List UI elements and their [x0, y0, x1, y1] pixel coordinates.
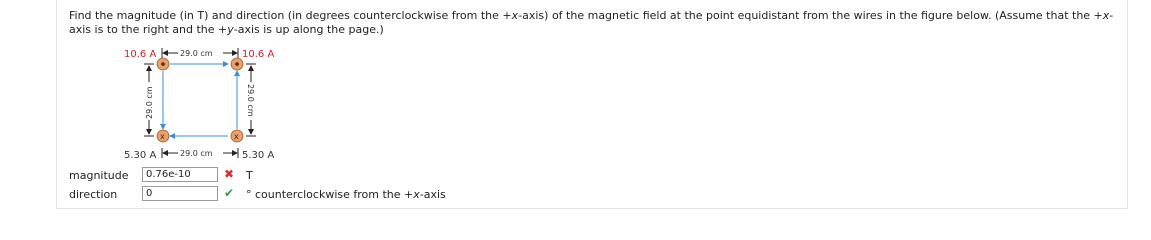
right-distance-label: 29.0 cm [246, 84, 255, 117]
direction-input[interactable] [142, 186, 218, 201]
bottom-left-wire-symbol: x [160, 132, 165, 141]
magnitude-label: magnitude [69, 169, 129, 182]
direction-label: direction [69, 188, 118, 201]
bottom-right-wire-in-icon [231, 130, 243, 142]
wire-square-figure [118, 44, 288, 164]
bottom-right-current-label: 5.30 A [242, 150, 275, 161]
bottom-left-current-label: 5.30 A [124, 150, 157, 161]
question-text: Find the magnitude (in T) and direction (in degrees counterclockwise from the +x-axis) of the magnetic field at the point equidistant from the wires in the figure below. (Assume that the +x-axis is to the right and the +y-axis is up along the page.) [69, 9, 1114, 36]
top-right-current-label: 10.6 A [242, 49, 275, 60]
bottom-left-wire-in-icon [157, 130, 169, 142]
bottom-distance-label: 29.0 cm [180, 149, 213, 158]
top-left-current-label: 10.6 A [124, 49, 157, 60]
left-distance-label: 29.0 cm [145, 86, 154, 119]
magnitude-unit: T [246, 169, 253, 182]
direction-unit: ° counterclockwise from the +x-axis [246, 188, 446, 201]
top-right-wire-out-icon [231, 58, 243, 70]
top-left-wire-out-icon [157, 58, 169, 70]
bottom-right-wire-symbol: x [234, 132, 239, 141]
top-distance-label: 29.0 cm [180, 49, 213, 58]
correct-check-icon: ✔ [224, 186, 235, 200]
incorrect-x-icon: ✖ [224, 167, 235, 181]
magnitude-input[interactable] [142, 167, 218, 182]
